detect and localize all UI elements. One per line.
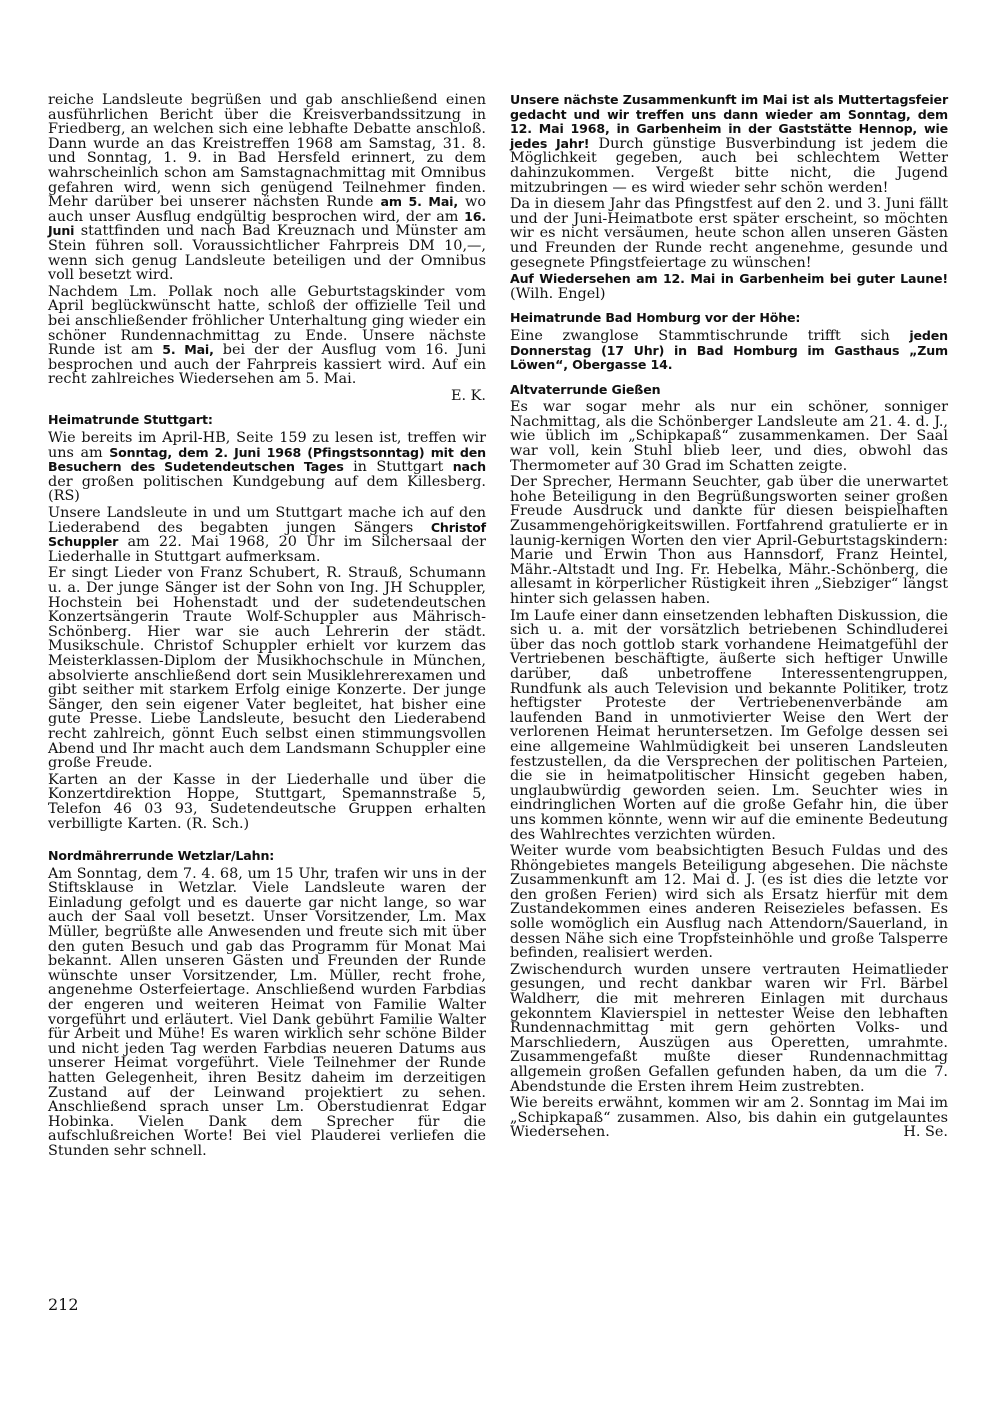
paragraph: Wie bereits erwähnt, kommen wir am 2. Sonntag im Mai im „Schipkapaß“ zusammen. Also, bis dahin ein gutgelauntes Wiedersehen. H. Se. xyxy=(510,1095,948,1141)
section-heading-wetzlar: Nordmährerrunde Wetzlar/Lahn: xyxy=(48,848,275,864)
paragraph: Wie bereits im April-HB, Seite 159 zu lesen ist, treffen wir uns am Sonntag, dem 2. Juni 1968 (Pfingstsonntag) mit den Besuchern des Sudetendeutschen Tages in Stuttgart nach der großen politischen Kundgebung auf dem Killesberg. (RS) xyxy=(48,430,486,505)
paragraph: Da in diesem Jahr das Pfingstfest auf den 2. und 3. Juni fällt und der Juni-Heimatbote erst später erscheint, so möchten wir es nicht versäumen, heute schon allen unseren Gästen und Freunden der Runde recht angenehme, gesunde und gesegnete Pfingstfeiertage zu wünschen! xyxy=(510,196,948,271)
paragraph: Auf Wiedersehen am 12. Mai in Garbenheim bei guter Laune! (Wilh. Engel) xyxy=(510,271,948,302)
paragraph: Der Sprecher, Hermann Seuchter, gab über die unerwartet hohe Beteiligung in den Begrüßungsworten seiner großen Freude Ausdruck und dankte für diesen beispielhaften Zusammengehörigkeitswillen. Fortfahrend gratulierte er in launig-kernigen Worten den vier April-Geburtstagskindern: Marie und Erwin Thon aus Hannsdorf, Franz Heintel, Mähr.-Altstadt und Ing. Fr. Hebelka, Mähr.-Schönberg, die allesamt in körperlicher Rüstigkeit ihren „Siebziger“ längst hinter sich gelassen haben. xyxy=(510,474,948,607)
paragraph: Zwischendurch wurden unsere vertrauten Heimatlieder gesungen, und recht dankbar waren wir Frl. Bärbel Waldherr, die mit mehreren Einlagen mit durchaus gekonntem Klavierspiel in nettester Weise den lebhaften Rundennachmittag mit gern gehörten Volks- und Marschliedern, Auszügen aus Operetten, umrahmte. Zusammengefaßt mußte dieser Rundennachmittag allgemein großen Gefallen gefunden haben, da um die 7. Abendstunde die Ersten ihrem Heim zustrebten. xyxy=(510,961,948,1095)
paragraph: Es war sogar mehr als nur ein schöner, sonniger Nachmittag, als die Schönberger Landsleute am 21. 4. d. J., wie üblich im „Schipkapaß“ zusammenkamen. Der Saal war voll, kein Stuhl blieb leer, und dies, obwohl das Thermometer auf 30 Grad im Schatten zeigte. xyxy=(510,399,948,474)
paragraph: reiche Landsleute begrüßen und gab anschließend einen ausführlichen Bericht über die Kreisverbandssitzung in Friedberg, an welchen sich eine lebhafte Debatte anschloß. Dann wurde an das Kreistreffen 1968 am Samstag, 31. 8. und Sonntag, 1. 9. in Bad Hersfeld erinnert, zu dem wahrscheinlich schon am Samstagnachmittag mit Omnibus gefahren wird, wenn sich genügend Teilnehmer finden. Mehr darüber bei unserer nächsten Runde am 5. Mai, wo auch unser Ausflug endgültig besprochen wird, der am 16. Juni stattfinden und nach Bad Kreuznach und Münster am Stein führen soll. Voraussichtlicher Fahrpreis DM 10,—, wenn sich genug Landsleute beteiligen und der Omnibus voll besetzt wird. xyxy=(48,92,486,284)
signature: H. Se. xyxy=(903,1124,948,1141)
section-heading-giessen: Altvaterrunde Gießen xyxy=(510,381,661,397)
paragraph: Am Sonntag, dem 7. 4. 68, um 15 Uhr, trafen wir uns in der Stiftsklause in Wetzlar. Viele Landsleute waren der Einladung gefolgt und es dauerte gar nicht lange, so war auch der Saal voll besetzt. Unser Vorsitzender, Lm. Max Müller, begrüßte alle Anwesenden und freute sich mit über den guten Besuch und gab das Programm für Monat Mai bekannt. Allen unseren Gästen und Freunden der Runde wünschte unser Vorsitzender, Lm. Müller, recht frohe, angenehme Osterfeiertage. Anschließend wurden Farbdias der engeren und weiteren Heimat von Familie Walter vorgeführt und erläutert. Viel Dank gebührt Familie Walter für Arbeit und Mühe! Es waren wirklich sehr schöne Bilder und nicht jeden Tag werden Farbdias neueren Datums aus unserer Heimat vorgeführt. Viele Teilnehmer der Runde hatten Gelegenheit, ihren Besitz daheim im derzeitigen Zustand auf der Leinwand projektiert zu sehen. Anschließend sprach unser Lm. Oberstudienrat Edgar Hobinka. Vielen Dank dem Sprecher für die aufschlußreichen Worte! Bei viel Plauderei verliefen die Stunden sehr schnell. xyxy=(48,865,486,1159)
right-column xyxy=(510,93,948,1142)
paragraph: Weiter wurde vom beabsichtigten Besuch Fuldas und des Rhöngebietes mangels Beteiligung abgesehen. Die nächste Zusammenkunft am 12. Mai d. J. (es ist dies die letzte vor den großen Ferien) wird sich als Ersatz hierfür mit dem Zustandekommen eines anderen Reisezieles befassen. Es solle womöglich ein Ausflug nach Attendorn/Sauerland, in dessen Nähe sich eine Tropfsteinhöhle und große Talsperre befinden, realisiert werden. xyxy=(510,843,948,962)
section-heading-bad-homburg: Heimatrunde Bad Homburg vor der Höhe: xyxy=(510,310,801,326)
paragraph: Er singt Lieder von Franz Schubert, R. Strauß, Schumann u. a. Der junge Sänger ist der Sohn von Ing. JH Schuppler, Hochstein bei Hohenstadt und der sudetendeutschen Konzertsängerin Traute Wolf-Schuppler aus Mährisch-Schönberg. Hier war sie auch Lehrerin der städt. Musikschule. Christof Schuppler erhielt vor kurzem das Meisterklassen-Diplom der Musikhochschule in München, absolvierte anschließend dort sein Musiklehrerexamen und gibt seither mit starkem Erfolg einige Konzerte. Der junge Sänger, den sein eigener Vater begleitet, hat bisher eine gute Presse. Liebe Landsleute, besucht den Liederabend recht zahlreich, gönnt Euch selbst einen stimmungsvollen Abend und Ihr macht auch dem Landsmann Schuppler eine große Freude. xyxy=(48,565,486,772)
left-column xyxy=(48,93,486,1161)
paragraph: Karten an der Kasse in der Liederhalle und über die Konzertdirektion Hoppe, Stuttgart, Spemannstraße 5, Telefon 46 03 93, Sudetendeutsche Gruppen erhalten verbilligte Karten. (R. Sch.) xyxy=(48,771,486,832)
paragraph: Eine zwanglose Stammtischrunde trifft sich jeden Donnerstag (17 Uhr) in Bad Homburg im Gasthaus „Zum Löwen“, Obergasse 14. xyxy=(510,327,948,373)
section-heading-stuttgart: Heimatrunde Stuttgart: xyxy=(48,412,213,428)
signature: E. K. xyxy=(451,387,486,404)
paragraph: Im Laufe einer dann einsetzenden lebhaften Diskussion, die sich u. a. mit der vorsätzlich betriebenen Schindluderei über das noch gottlob stark vorhandene Heimatgefühl der Vertriebenen beschäftigte, äußerte sich heftiger Unwille darüber, daß unbetroffene Interessentengruppen, Rundfunk als auch Television und bekannte Politiker, trotz heftigster Proteste der Vertriebenenverbände am laufenden Band in unmotivierter Weise den Wert der verlorenen Heimat heruntersetzen. Im Gefolge dessen sei eine allgemeine Wahlmüdigkeit bei unseren Landsleuten festzustellen, da die Versprechen der politischen Parteien, die sie in heimatpolitischer Hinsicht gegeben haben, unglaubwürdig geworden seien. Lm. Seuchter wies in eindringlichen Worten auf die große Gefahr hin, die über uns kommen könnte, wenn wir auf die eminente Bedeutung des Wahlrechtes verzichten würden. xyxy=(510,607,948,843)
page-number: 212 xyxy=(48,1295,79,1314)
paragraph: Nachdem Lm. Pollak noch alle Geburtstagskinder vom April beglückwünscht hatte, schloß der offizielle Teil und bei anschließender fröhlicher Unterhaltung ging wieder ein schöner Rundennachmittag zu Ende. Unsere nächste Runde ist am 5. Mai, bei der der Ausflug vom 16. Juni besprochen und auch der Fahrpreis kassiert wird. Auf ein recht zahlreiches Wiedersehen am 5. Mai. xyxy=(48,283,486,388)
paragraph: Unsere nächste Zusammenkunft im Mai ist als Muttertagsfeier gedacht und wir treffen uns dann wieder am Sonntag, dem 12. Mai 1968, in Garbenheim in der Gaststätte Hennop, wie jedes Jahr! Durch günstige Busverbindung ist jedem die Möglichkeit gegeben, auch bei schlechtem Wetter dahinzukommen. Vergeßt bitte nicht, die Jugend mitzubringen — es wird wieder sehr schön werden! xyxy=(510,92,949,196)
paragraph: Unsere Landsleute in und um Stuttgart mache ich auf den Liederabend des begabten jungen Sängers Christof Schuppler am 22. Mai 1968, 20 Uhr im Silchersaal der Liederhalle in Stuttgart aufmerksam. xyxy=(48,505,486,565)
